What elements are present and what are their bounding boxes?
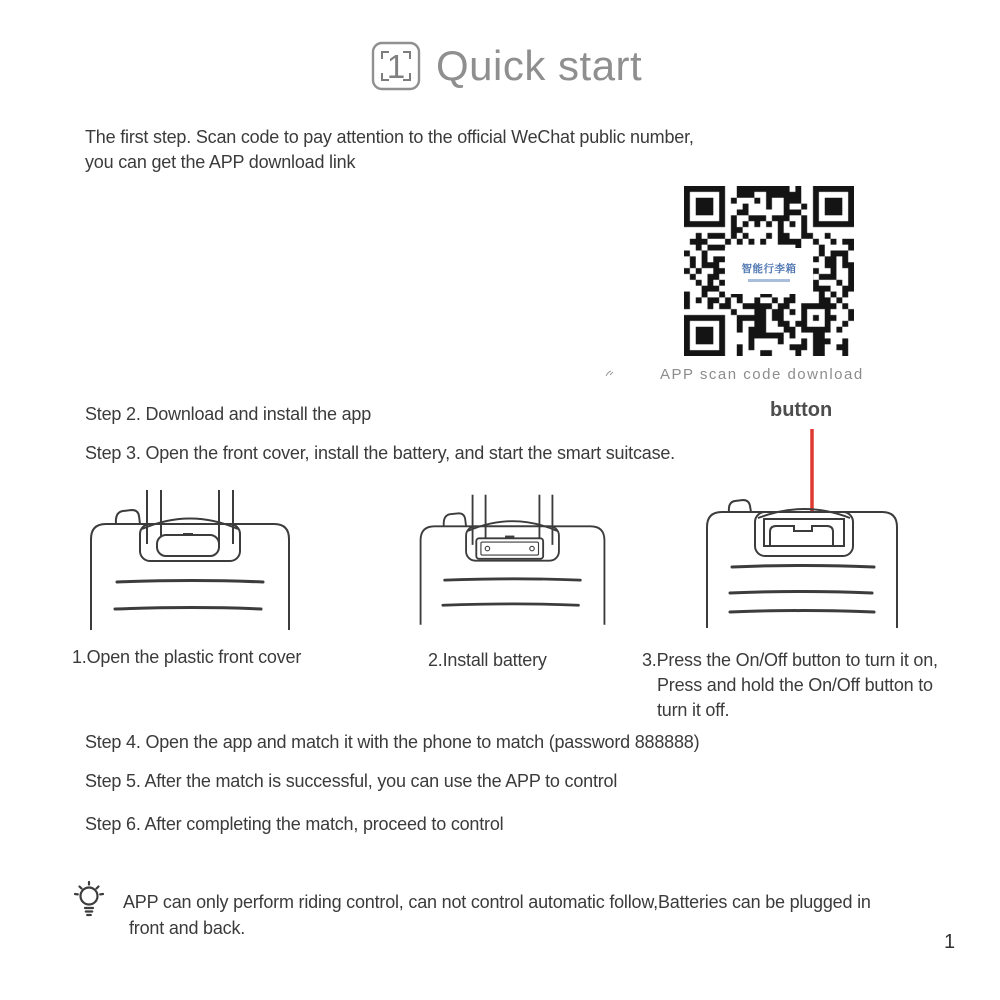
figure-1-caption: 1.Open the plastic front cover bbox=[72, 647, 302, 667]
qr-center-label bbox=[725, 248, 813, 294]
qr-code bbox=[684, 186, 854, 356]
page-header bbox=[370, 40, 642, 92]
intro-paragraph bbox=[85, 125, 694, 175]
qr-center-label-text: 智能行李箱 bbox=[741, 262, 797, 275]
step-4-text: Step 4. Open the app and match it with the phone to match (password 888888) bbox=[85, 732, 700, 752]
section-number: 1 bbox=[386, 48, 406, 85]
figure-3-caption-line-1: 3.Press the On/Off button to turn it on, bbox=[642, 650, 938, 670]
step-5-text: Step 5. After the match is successful, you can use the APP to control bbox=[85, 771, 618, 791]
step-6-text: Step 6. After completing the match, proceed to control bbox=[85, 814, 504, 834]
suitcase-figure-1 bbox=[85, 482, 295, 630]
figure-3-caption-line-3: turn it off. bbox=[657, 700, 730, 720]
figure-2-caption: 2.Install battery bbox=[428, 650, 547, 670]
qr-center-label-bar bbox=[748, 279, 790, 282]
qr-caption: APP scan code download bbox=[660, 366, 864, 383]
stray-mark bbox=[604, 367, 616, 379]
step-3-text: Step 3. Open the front cover, install the battery, and start the smart suitcase. bbox=[85, 443, 675, 463]
note-line-1: APP can only perform riding control, can not control automatic follow,Batteries can be plugged in bbox=[123, 892, 871, 912]
figure-3-caption bbox=[642, 648, 938, 723]
section-number-icon bbox=[370, 40, 422, 92]
figure-3-caption-line-2: Press and hold the On/Off button to bbox=[657, 675, 933, 695]
page-title: Quick start bbox=[436, 42, 643, 89]
intro-line-2: you can get the APP download link bbox=[85, 152, 356, 172]
note-line-2: front and back. bbox=[129, 918, 246, 938]
suitcase-figure-3 bbox=[702, 498, 902, 628]
step-2-text: Step 2. Download and install the app bbox=[85, 404, 372, 424]
page-number: 1 bbox=[944, 931, 956, 953]
suitcase-figure-2 bbox=[415, 482, 610, 630]
button-annotation-label: button bbox=[770, 399, 833, 421]
intro-line-1: The first step. Scan code to pay attention to the official WeChat public number, bbox=[85, 127, 694, 147]
note-paragraph bbox=[123, 889, 871, 941]
lightbulb-icon bbox=[71, 880, 107, 920]
